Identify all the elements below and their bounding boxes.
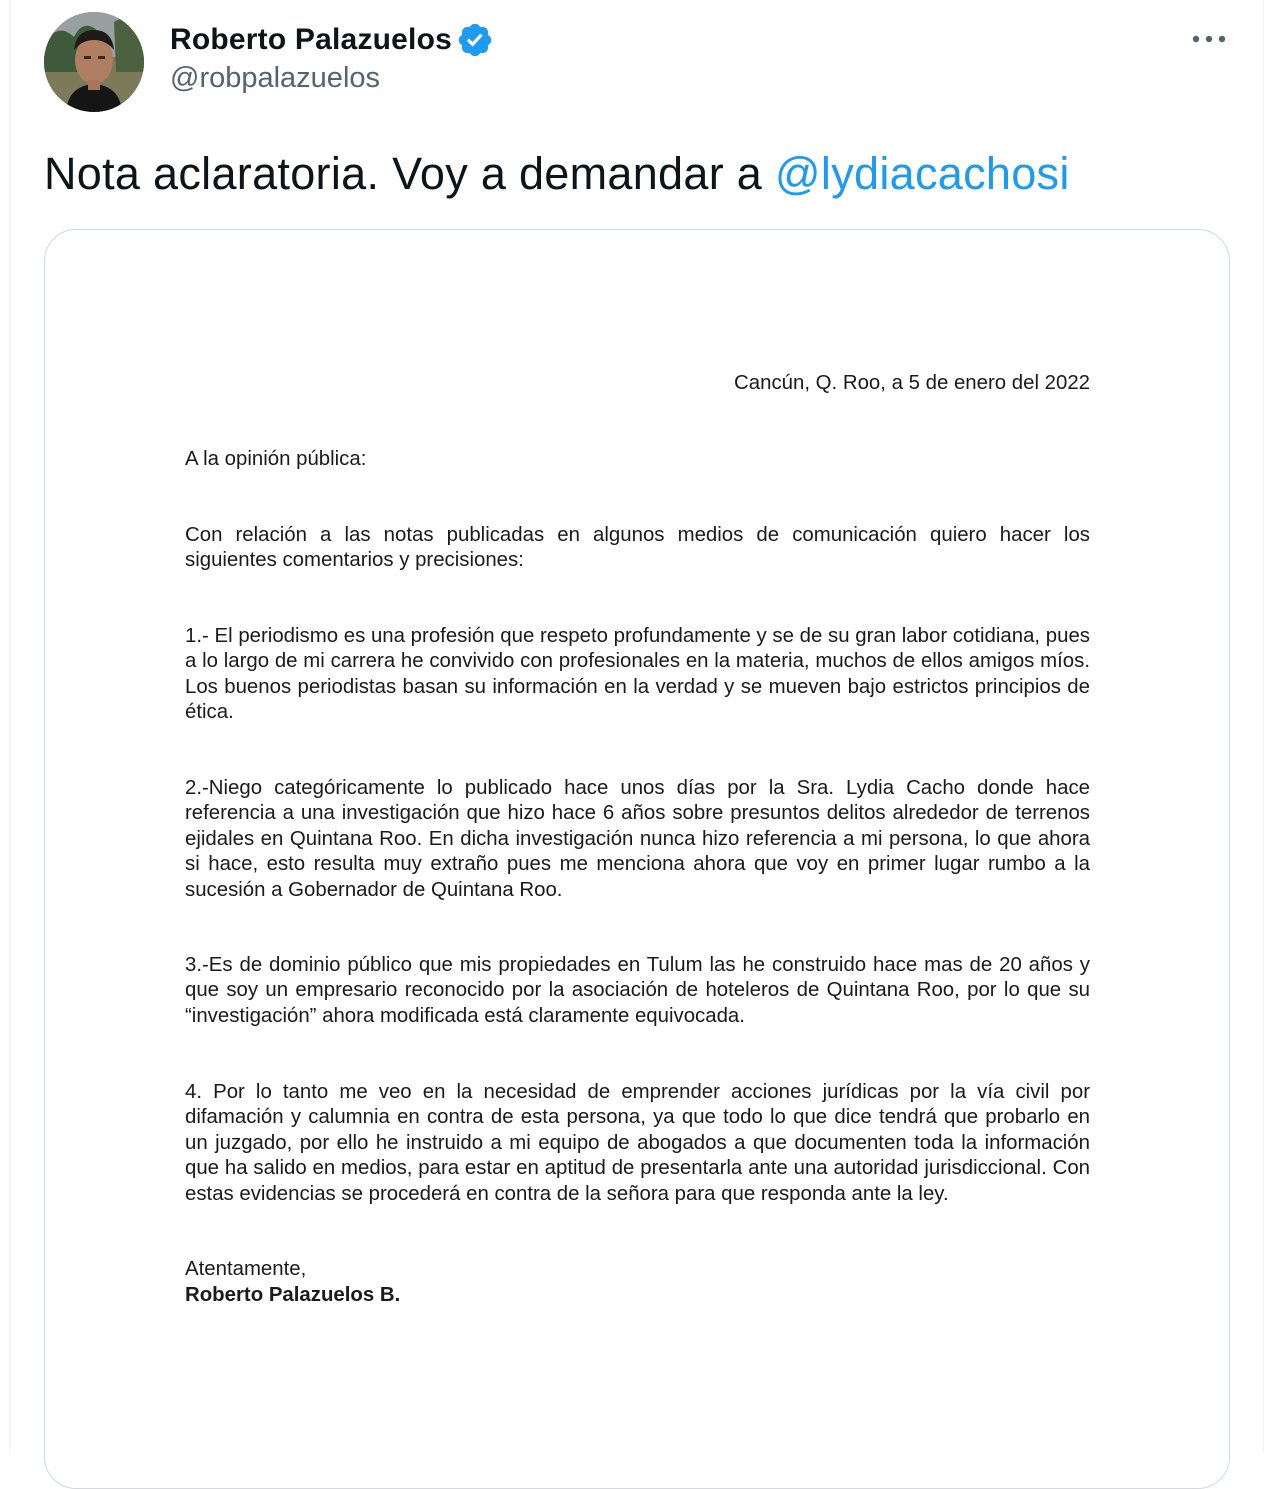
more-button[interactable] <box>1186 24 1232 54</box>
letter-point-3: 3.-Es de dominio público que mis propiedades en Tulum las he construido hace mas de 20 años y que soy un empresario reconocido por la asociación de hoteleros de Quintana Roo, por lo que su “investigación” ahora modificada está claramente equivocada. <box>185 954 1090 1027</box>
letter-date: Cancún, Q. Roo, a 5 de enero del 2022 <box>734 372 1090 394</box>
avatar-photo-icon <box>44 12 144 112</box>
letter-point-1: 1.- El periodismo es una profesión que respeto profundamente y se de su gran labor cotidiana, pues a lo largo de mi carrera he convivido con profesionales en la materia, muchos de ellos amigos míos. Los buenos periodistas basan su información en la verdad y se mueven bajo estrictos principios de ética. <box>185 625 1090 724</box>
tweet <box>9 0 1264 1452</box>
tweet-text-body: Nota aclaratoria. Voy a demandar a <box>44 148 775 199</box>
handle[interactable]: @robpalazuelos <box>170 62 381 94</box>
verified-badge-icon <box>456 21 494 59</box>
attached-image[interactable] <box>44 229 1230 1489</box>
author-name-row[interactable] <box>170 20 494 60</box>
letter-point-2: 2.-Niego categóricamente lo publicado hace unos días por la Sra. Lydia Cacho donde hace referencia a una investigación que hizo hace 6 años sobre presuntos delitos alrededor de terrenos ejidales en Quintana Roo. En dicha investigación nunca hizo referencia a mi persona, lo que ahora si hace, esto resulta muy extraño pues me menciona ahora que voy en primer lugar rumbo a la sucesión a Gobernador de Quintana Roo. <box>185 777 1090 901</box>
tweet-text <box>44 148 1070 200</box>
letter-intro: Con relación a las notas publicadas en algunos medios de comunicación quiero hacer los siguientes comentarios y precisiones: <box>185 524 1090 572</box>
display-name[interactable]: Roberto Palazuelos <box>170 23 452 56</box>
letter-salutation: A la opinión pública: <box>185 448 367 470</box>
letter-closing: Atentamente, <box>185 1258 307 1280</box>
more-horizontal-icon <box>1192 35 1226 43</box>
letter-signature: Roberto Palazuelos B. <box>185 1284 401 1306</box>
mention-link[interactable]: @lydiacachosi <box>774 148 1070 199</box>
letter-point-4: 4. Por lo tanto me veo en la necesidad de emprender acciones jurídicas por la vía civil por difamación y calumnia en contra de esta persona, ya que todo lo que dice tendrá que probarlo en un juzgado, por ello he instruido a mi equipo de abogados a que documenten toda la información que ha salido en medios, para estar en aptitud de presentarla ante una autoridad jurisdiccional. Con estas evidencias se procederá en contra de la señora para que responda ante la ley. <box>185 1081 1090 1205</box>
avatar[interactable] <box>44 12 144 112</box>
